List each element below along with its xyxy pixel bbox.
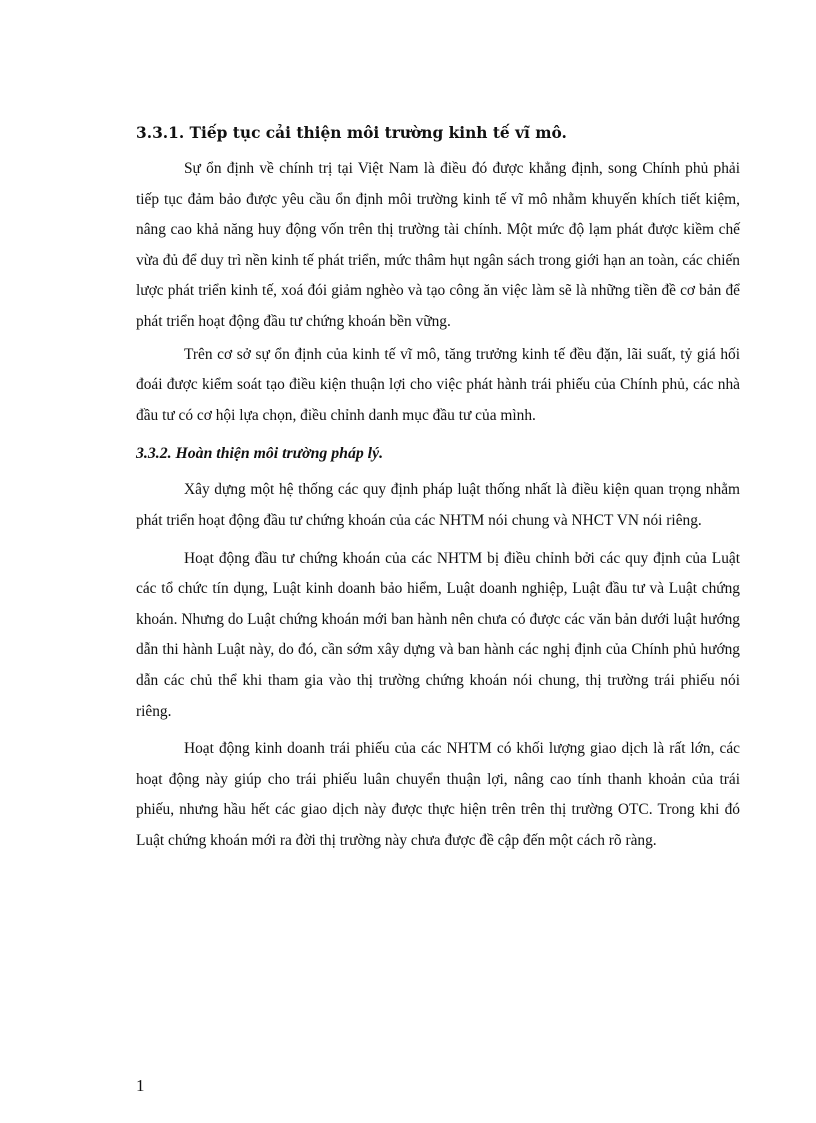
paragraph: Sự ổn định về chính trị tại Việt Nam là điều đó được khẳng định, song Chính phủ phải tiếp tục đảm bảo được yêu cầu ổn định môi trường kinh tế vĩ mô nhằm khuyến khích tiết kiệm, nâng cao khả năng huy động vốn trên thị trường tài chính. Một mức độ lạm phát được kiềm chế vừa đủ để duy trì nền kinh tế phát triển, mức thâm hụt ngân sách trong giới hạn an toàn, các chiến lược phát triển kinh tế, xoá đói giảm nghèo và tạo công ăn việc làm sẽ là những tiền đề cơ bản để phát triển hoạt động đầu tư chứng khoán bền vững. (136, 160, 740, 330)
page-number: 1 (136, 1076, 145, 1095)
paragraph: Hoạt động kinh doanh trái phiếu của các NHTM có khối lượng giao dịch là rất lớn, các hoạt động này giúp cho trái phiếu luân chuyển thuận lợi, nâng cao tính thanh khoản của trái phiếu, nhưng hầu hết các giao dịch này được thực hiện trên trên thị trường OTC. Trong khi đó Luật chứng khoán mới ra đời thị trường này chưa được đề cập đến một cách rõ ràng. (136, 740, 740, 849)
paragraph: Xây dựng một hệ thống các quy định pháp luật thống nhất là điều kiện quan trọng nhằm phát triển hoạt động đầu tư chứng khoán của các NHTM nói chung và NHCT VN nói riêng. (136, 481, 740, 529)
page-body (136, 118, 740, 856)
section-heading-3-3-1: 3.3.1. Tiếp tục cải thiện môi trường kinh tế vĩ mô. (136, 124, 567, 142)
paragraph: Trên cơ sở sự ổn định của kinh tế vĩ mô, tăng trưởng kinh tế đều đặn, lãi suất, tỷ giá hối đoái được kiểm soát tạo điều kiện thuận lợi cho việc phát hành trái phiếu của Chính phủ, các nhà đầu tư có cơ hội lựa chọn, điều chỉnh danh mục đầu tư của mình. (136, 345, 740, 424)
paragraph: Hoạt động đầu tư chứng khoán của các NHTM bị điều chỉnh bởi các quy định của Luật các tổ chức tín dụng, Luật kinh doanh bảo hiểm, Luật doanh nghiệp, Luật đầu tư và Luật chứng khoán. Nhưng do Luật chứng khoán mới ban hành nên chưa có được các văn bản dưới luật hướng dẫn thi hành Luật này, do đó, cần sớm xây dựng và ban hành các nghị định của Chính phủ hướng dẫn các chủ thể khi tham gia vào thị trường chứng khoán nói chung, thị trường trái phiếu nói riêng. (136, 549, 740, 720)
section-heading-3-3-2: 3.3.2. Hoàn thiện môi trường pháp lý. (136, 445, 384, 463)
